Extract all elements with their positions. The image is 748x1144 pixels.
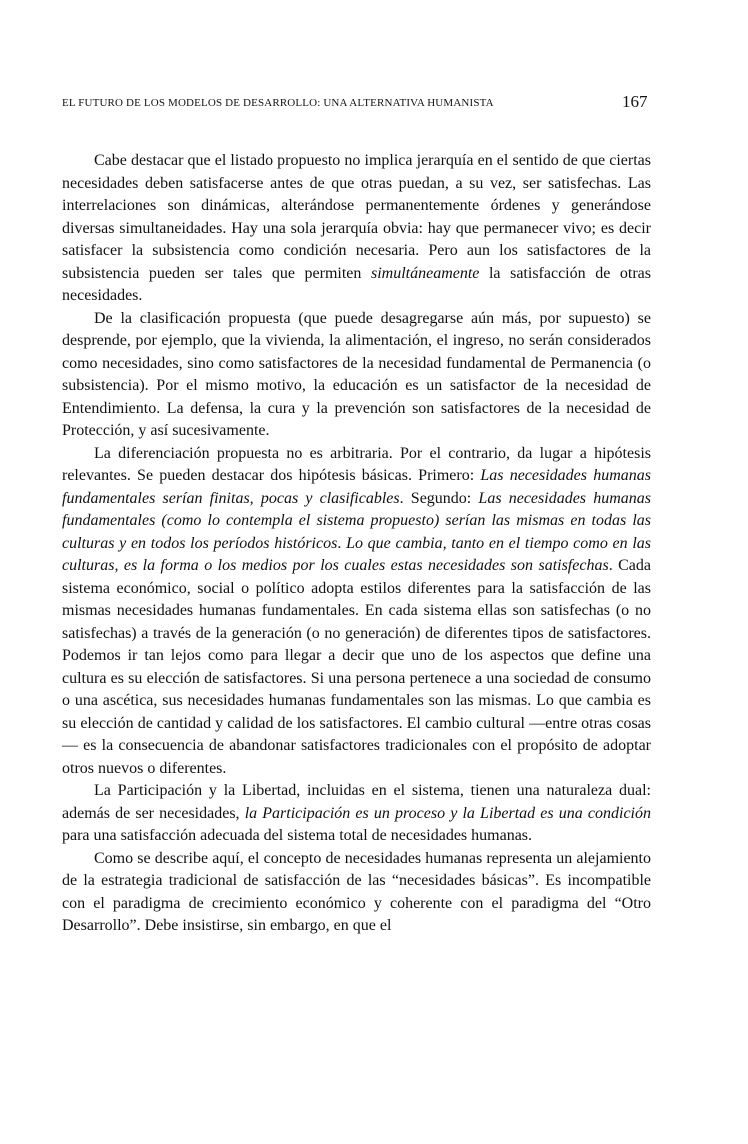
text-run: Cabe destacar que el listado propuesto no implica jerarquía en el sentido de que ciertas necesidades deben satisfacerse antes de que otras puedan, a su vez, ser satisfechas. Las interrelaciones son dinámicas, alterándose permanentemente órdenes y generándose diversas simultaneidades. Hay una sola jerarquía obvia: hay que permanecer vivo; es decir satisfacer la subsistencia como condición necesaria. Pero aun los satisfactores de la subsistencia pueden ser tales que permiten bbox=[62, 152, 651, 282]
page-number: 167 bbox=[622, 92, 648, 111]
text-run: La diferenciación propuesta no es arbitraria. Por el contrario, da lugar a hipótesis relevantes. Se pueden destacar dos hipótesis básicas. Primero: bbox=[62, 444, 651, 484]
text-run: para una satisfacción adecuada del sistema total de necesidades humanas. bbox=[62, 827, 533, 844]
text-run: la satisfacción de otras necesidades. bbox=[62, 264, 651, 304]
running-head: EL FUTURO DE LOS MODELOS DE DESARROLLO: UNA ALTERNATIVA HUMANISTA bbox=[62, 97, 494, 109]
text-run: . Cada sistema económico, social o político adopta estilos diferentes para la satisfacción de las mismas necesidades humanas fundamentales. En cada sistema ellas son satisfechas (o no satisfechas) a través de la generación (o no generación) de diferentes tipos de satisfactores. Podemos ir tan lejos como para llegar a decir que uno de los aspectos que define una cultura es su elección de satisfactores. Si una persona pertenece a una sociedad de consumo o una ascética, sus necesidades humanas fundamentales son las mismas. Lo que cambia es su elección de cantidad y calidad de los satisfactores. El cambio cultural —entre otras cosas— es la consecuencia de abandonar satisfactores tradicionales con el propósito de adoptar otros nuevos o diferentes. bbox=[62, 557, 652, 777]
paragraph-2: De la clasificación propuesta (que puede desagregarse aún más, por supuesto) se desprende, por ejemplo, que la vivienda, la alimentación, el ingreso, no serán considerados como necesidades, sino como satisfactores de la necesidad fundamental de Permanencia (o subsistencia). Por el mismo motivo, la educación es un satisfactor de la necesidad de Entendimiento. La defensa, la cura y la prevención son satisfactores de la necesidad de Protección, y así sucesivamente. bbox=[62, 309, 651, 439]
italic-run: la Participación es un proceso y la Libertad es una condición bbox=[244, 804, 652, 822]
paragraph-1 bbox=[62, 150, 651, 308]
body-text bbox=[62, 150, 651, 938]
text-run: . Segundo: bbox=[399, 489, 479, 507]
text-run: La Participación y la Libertad, incluidas en el sistema, tienen una naturaleza dual: además de ser necesidades, bbox=[62, 782, 651, 822]
italic-run: simultáneamente bbox=[370, 264, 480, 282]
paragraph-4 bbox=[62, 780, 651, 848]
paragraph-5: Como se describe aquí, el concepto de necesidades humanas representa un alejamiento de la estrategia tradicional de satisfacción de las “necesidades básicas”. Es incompatible con el paradigma de crecimiento económico y coherente con el paradigma del “Otro Desarrollo”. Debe insistirse, sin embargo, en que el bbox=[62, 849, 651, 934]
text-run: . bbox=[337, 534, 347, 552]
italic-run: Lo que cambia, tanto en el tiempo como en las culturas, es la forma o los medios por los cuales estas necesidades son satisfechas bbox=[62, 534, 652, 574]
italic-run: Las necesidades humanas fundamentales serían finitas, pocas y clasificables bbox=[62, 467, 651, 507]
paragraph-3 bbox=[62, 443, 651, 781]
italic-run: Las necesidades humanas fundamentales (como lo contempla el sistema propuesto) serían las mismas en todas las culturas y en todos los períodos históricos bbox=[62, 489, 651, 552]
